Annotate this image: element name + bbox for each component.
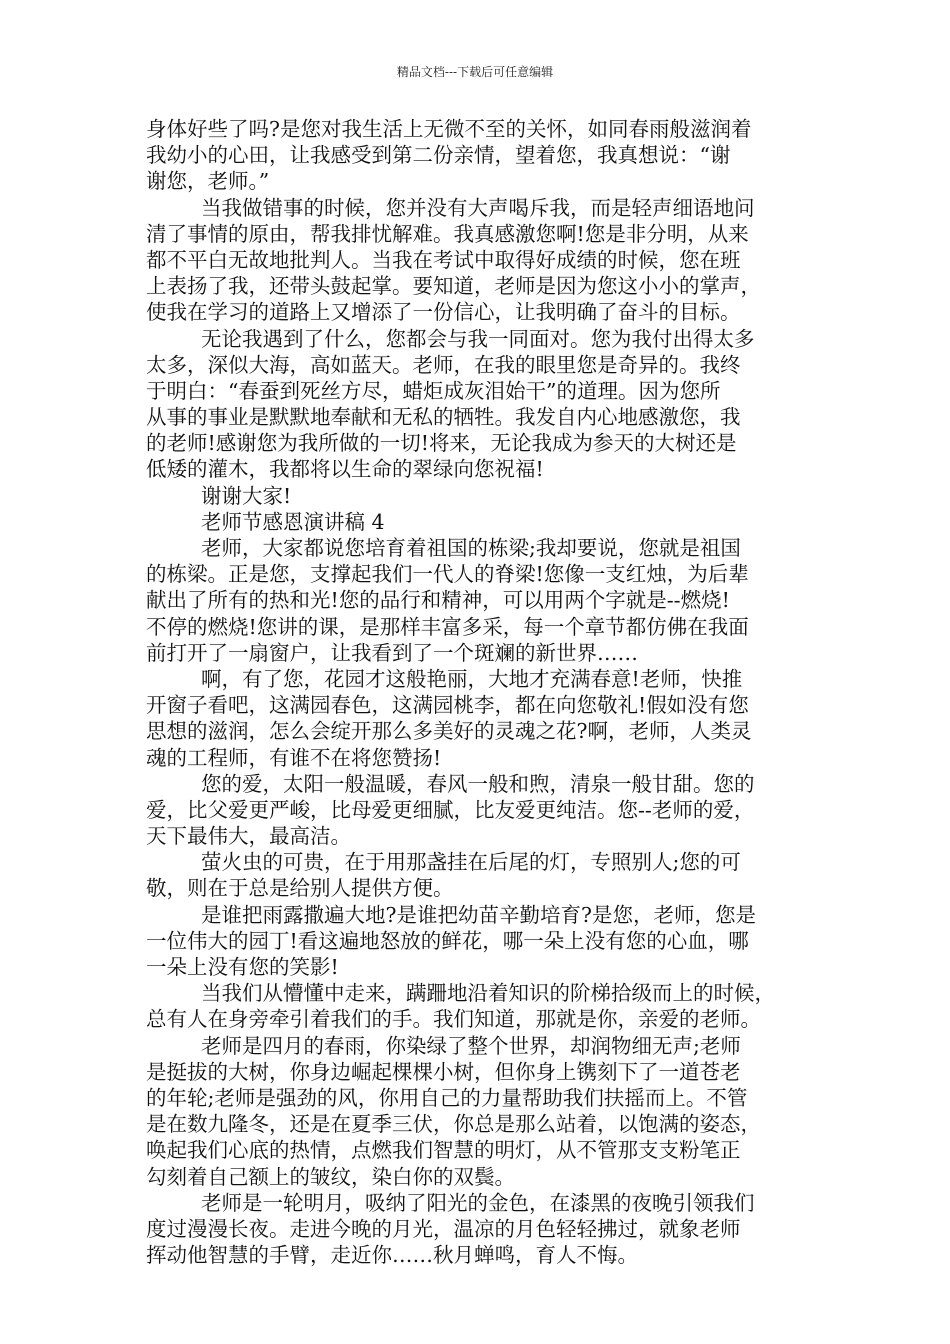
document-body xyxy=(146,116,812,1268)
text-line: 清了事情的原由，帮我排忧解难。我真感激您啊!您是非分明，从来 xyxy=(146,221,749,246)
text-line: 的栋梁。正是您，支撑起我们一代人的脊梁!您像一支红烛，为后辈 xyxy=(146,562,749,587)
text-line: 一朵上没有您的笑影! xyxy=(146,955,339,979)
text-line: 敬，则在于总是给别人提供方便。 xyxy=(146,876,454,901)
text-line: 我幼小的心田，让我感受到第二份亲情，望着您，我真想说：“谢 xyxy=(146,143,731,168)
text-line: 的年轮;老师是强劲的风，你用自己的力量帮助我们扶摇而上。不管 xyxy=(146,1085,748,1110)
text-line: 是谁把雨露撒遍大地?是谁把幼苗辛勤培育?是您，老师，您是 xyxy=(201,902,756,927)
text-line: 使我在学习的道路上又增添了一份信心，让我明确了奋斗的目标。 xyxy=(146,300,741,325)
text-line: 于明白：“春蚕到死丝方尽，蜡炬成灰泪始干”的道理。因为您所 xyxy=(146,378,721,403)
text-line: 老师是四月的春雨，你染绿了整个世界，却润物细无声;老师 xyxy=(201,1033,741,1058)
text-line: 当我们从懵懂中走来，蹒跚地沿着知识的阶梯拾级而上的时候， xyxy=(201,981,775,1006)
text-line: 前打开了一扇窗户，让我看到了一个斑斓的新世界…… xyxy=(146,640,638,665)
text-line: 太多，深似大海，高如蓝天。老师，在我的眼里您是奇异的。我终 xyxy=(146,352,741,377)
text-line: 当我做错事的时候，您并没有大声喝斥我，而是轻声细语地问 xyxy=(201,195,755,220)
text-line: 开窗子看吧，这满园春色，这满园桃李，都在向您敬礼!假如没有您 xyxy=(146,693,749,718)
text-line: 上表扬了我，还带头鼓起掌。要知道，老师是因为您这小小的掌声， xyxy=(146,274,761,299)
text-line: 从事的事业是默默地奉献和无私的牺牲。我发自内心地感激您，我 xyxy=(146,405,741,430)
text-line: 都不平白无故地批判人。当我在考试中取得好成绩的时候，您在班 xyxy=(146,247,741,272)
text-line: 您的爱，太阳一般温暖，春风一般和煦，清泉一般甘甜。您的 xyxy=(201,771,755,796)
page-header: 精品文档---下载后可任意编辑 xyxy=(396,65,554,79)
text-line: 啊，有了您，花园才这般艳丽，大地才充满春意!老师，快推 xyxy=(201,666,743,691)
text-line: 低矮的灌木，我都将以生命的翠绿向您祝福! xyxy=(146,457,544,482)
text-line: 身体好些了吗?是您对我生活上无微不至的关怀，如同春雨般滋润着 xyxy=(146,117,752,141)
text-line: 老师节感恩演讲稿 4 xyxy=(201,509,385,534)
text-line: 是在数九隆冬，还是在夏季三伏，你总是那么站着，以饱满的姿态， xyxy=(146,1112,761,1137)
text-line: 的老师!感谢您为我所做的一切!将来，无论我成为参天的大树还是 xyxy=(146,431,737,456)
text-line: 魂的工程师，有谁不在将您赞扬! xyxy=(146,745,442,770)
text-line: 老师，大家都说您培育着祖国的栋梁;我却要说，您就是祖国 xyxy=(201,536,741,560)
text-line: 谢谢大家! xyxy=(201,483,292,508)
text-line: 一位伟大的园丁!看这遍地怒放的鲜花，哪一朵上没有您的心血，哪 xyxy=(146,928,749,953)
text-line: 萤火虫的可贵，在于用那盏挂在后尾的灯，专照别人;您的可 xyxy=(201,850,741,875)
text-line: 爱，比父爱更严峻，比母爱更细腻，比友爱更纯洁。您--老师的爱， xyxy=(146,797,755,822)
text-line: 老师是一轮明月，吸纳了阳光的金色，在漆黑的夜晚引领我们 xyxy=(201,1190,755,1215)
text-line: 无论我遇到了什么，您都会与我一同面对。您为我付出得太多 xyxy=(201,326,755,351)
text-line: 是挺拔的大树，你身边崛起棵棵小树，但你身上镌刻下了一道苍老 xyxy=(146,1059,741,1084)
text-line: 总有人在身旁牵引着我们的手。我们知道，那就是你，亲爱的老师。 xyxy=(146,1007,761,1032)
text-line: 度过漫漫长夜。走进今晚的月光，温凉的月色轻轻拂过，就象老师 xyxy=(146,1216,741,1241)
text-line: 思想的滋润，怎么会绽开那么多美好的灵魂之花?啊，老师，人类灵 xyxy=(146,719,752,744)
text-line: 不停的燃烧!您讲的课，是那样丰富多采，每一个章节都仿佛在我面 xyxy=(146,614,749,639)
text-line: 勾刻着自己额上的皱纹，染白你的双鬓。 xyxy=(146,1164,515,1189)
text-line: 谢您，老师。” xyxy=(146,169,270,194)
text-line: 唤起我们心底的热情，点燃我们智慧的明灯，从不管那支支粉笔正 xyxy=(146,1138,741,1163)
text-line: 挥动他智慧的手臂，走近你……秋月蝉鸣，育人不悔。 xyxy=(146,1243,638,1268)
text-line: 献出了所有的热和光!您的品行和精神，可以用两个字就是--燃烧! xyxy=(146,588,730,613)
text-line: 天下最伟大，最高洁。 xyxy=(146,824,351,849)
